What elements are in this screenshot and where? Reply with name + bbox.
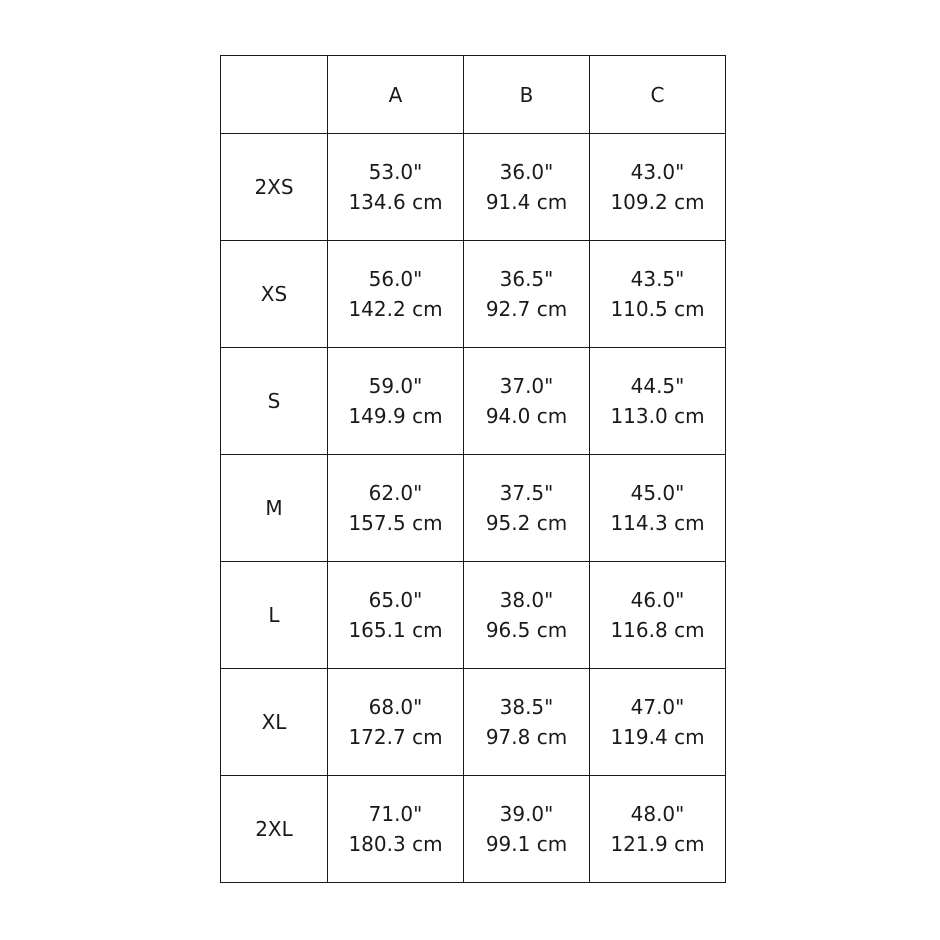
measurement-cell bbox=[464, 241, 590, 348]
inches-value: 37.0" bbox=[499, 374, 554, 398]
size-label: XL bbox=[221, 669, 328, 776]
measurement-cell bbox=[590, 669, 726, 776]
cm-value: 149.9 cm bbox=[348, 404, 443, 428]
header-cell-c: C bbox=[590, 56, 726, 134]
table-row bbox=[221, 776, 726, 883]
inches-value: 36.5" bbox=[499, 267, 554, 291]
table-row bbox=[221, 455, 726, 562]
table-row bbox=[221, 669, 726, 776]
measurement-cell bbox=[328, 348, 464, 455]
cm-value: 96.5 cm bbox=[485, 618, 568, 642]
cm-value: 109.2 cm bbox=[610, 190, 705, 214]
size-label: L bbox=[221, 562, 328, 669]
cm-value: 119.4 cm bbox=[610, 725, 705, 749]
cm-value: 113.0 cm bbox=[610, 404, 705, 428]
cm-value: 121.9 cm bbox=[610, 832, 705, 856]
inches-value: 48.0" bbox=[630, 802, 685, 826]
size-chart-table bbox=[220, 55, 726, 883]
inches-value: 36.0" bbox=[499, 160, 554, 184]
inches-value: 56.0" bbox=[368, 267, 423, 291]
measurement-cell bbox=[464, 776, 590, 883]
inches-value: 65.0" bbox=[368, 588, 423, 612]
header-row bbox=[221, 56, 726, 134]
size-label: S bbox=[221, 348, 328, 455]
cm-value: 95.2 cm bbox=[485, 511, 568, 535]
cm-value: 165.1 cm bbox=[348, 618, 443, 642]
measurement-cell bbox=[328, 776, 464, 883]
inches-value: 53.0" bbox=[368, 160, 423, 184]
measurement-cell bbox=[590, 455, 726, 562]
measurement-cell bbox=[328, 562, 464, 669]
cm-value: 94.0 cm bbox=[485, 404, 568, 428]
cm-value: 172.7 cm bbox=[348, 725, 443, 749]
cm-value: 142.2 cm bbox=[348, 297, 443, 321]
cm-value: 180.3 cm bbox=[348, 832, 443, 856]
cm-value: 110.5 cm bbox=[610, 297, 705, 321]
inches-value: 59.0" bbox=[368, 374, 423, 398]
measurement-cell bbox=[590, 241, 726, 348]
measurement-cell bbox=[464, 562, 590, 669]
size-label: XS bbox=[221, 241, 328, 348]
inches-value: 68.0" bbox=[368, 695, 423, 719]
measurement-cell bbox=[590, 562, 726, 669]
measurement-cell bbox=[464, 348, 590, 455]
size-label: 2XS bbox=[221, 134, 328, 241]
measurement-cell bbox=[464, 134, 590, 241]
inches-value: 38.0" bbox=[499, 588, 554, 612]
inches-value: 45.0" bbox=[630, 481, 685, 505]
measurement-cell bbox=[328, 134, 464, 241]
measurement-cell bbox=[328, 669, 464, 776]
table-row bbox=[221, 348, 726, 455]
cm-value: 134.6 cm bbox=[348, 190, 443, 214]
cm-value: 92.7 cm bbox=[485, 297, 568, 321]
inches-value: 46.0" bbox=[630, 588, 685, 612]
header-cell-b: B bbox=[464, 56, 590, 134]
inches-value: 43.0" bbox=[630, 160, 685, 184]
table-row bbox=[221, 562, 726, 669]
table-row bbox=[221, 134, 726, 241]
measurement-cell bbox=[464, 455, 590, 562]
inches-value: 38.5" bbox=[499, 695, 554, 719]
measurement-cell bbox=[590, 134, 726, 241]
inches-value: 44.5" bbox=[630, 374, 685, 398]
cm-value: 99.1 cm bbox=[485, 832, 568, 856]
measurement-cell bbox=[590, 348, 726, 455]
measurement-cell bbox=[328, 241, 464, 348]
size-label: 2XL bbox=[221, 776, 328, 883]
header-cell-a: A bbox=[328, 56, 464, 134]
inches-value: 43.5" bbox=[630, 267, 685, 291]
inches-value: 71.0" bbox=[368, 802, 423, 826]
inches-value: 62.0" bbox=[368, 481, 423, 505]
measurement-cell bbox=[328, 455, 464, 562]
cm-value: 114.3 cm bbox=[610, 511, 705, 535]
measurement-cell bbox=[590, 776, 726, 883]
inches-value: 39.0" bbox=[499, 802, 554, 826]
cm-value: 91.4 cm bbox=[485, 190, 568, 214]
inches-value: 47.0" bbox=[630, 695, 685, 719]
cm-value: 97.8 cm bbox=[485, 725, 568, 749]
header-cell-empty bbox=[221, 56, 328, 134]
inches-value: 37.5" bbox=[499, 481, 554, 505]
table-row bbox=[221, 241, 726, 348]
measurement-cell bbox=[464, 669, 590, 776]
size-chart-body bbox=[221, 56, 726, 883]
size-label: M bbox=[221, 455, 328, 562]
cm-value: 116.8 cm bbox=[610, 618, 705, 642]
cm-value: 157.5 cm bbox=[348, 511, 443, 535]
